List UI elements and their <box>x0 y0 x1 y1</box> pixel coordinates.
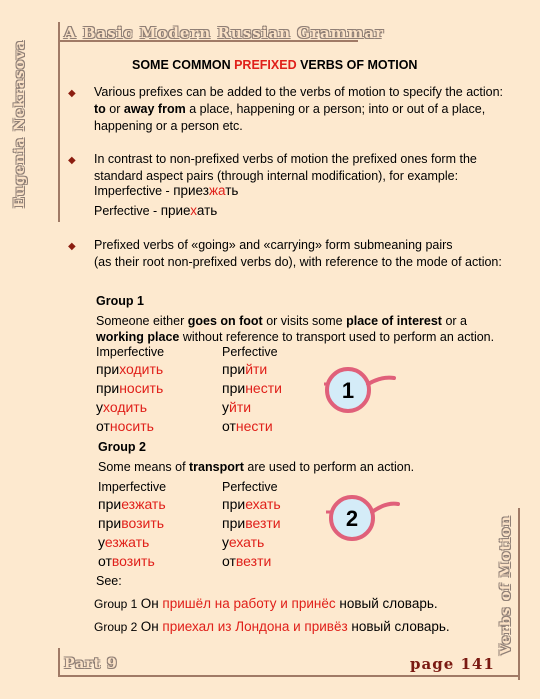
verb-root: ехать <box>245 496 281 512</box>
example-text: новый словарь. <box>335 596 438 611</box>
example-text: новый словарь. <box>347 619 450 634</box>
verb-root: ходить <box>119 361 164 377</box>
desc-text: are used to perform an action. <box>243 460 415 474</box>
verb-prefix: от <box>96 418 110 434</box>
verb-item <box>222 553 271 569</box>
keyword-away-from: away from <box>123 102 186 116</box>
verb-root: нести <box>245 380 282 396</box>
verb-item <box>96 399 147 415</box>
example-highlight: приехал из Лондона и привёз <box>162 619 348 634</box>
verb-root: носить <box>109 418 154 434</box>
page-heading <box>132 58 417 72</box>
heading-pre: SOME COMMON <box>132 58 235 72</box>
keyword-to: to <box>94 102 106 116</box>
bullet-1-line-2 <box>94 101 514 118</box>
bullet-1-text <box>94 84 514 135</box>
root-highlight: х <box>190 203 197 218</box>
example-label: Group 1 <box>94 597 141 611</box>
book-title: A Basic Modern Russian Grammar <box>64 24 385 42</box>
perfective-label: Perfective - <box>94 204 161 218</box>
bullet-2-line-2: standard aspect pairs (through internal modification), for example: <box>94 169 459 183</box>
example-sentence-1 <box>94 596 438 611</box>
verb-root: ехать <box>228 534 265 550</box>
section-title: Verbs of Motion <box>498 515 514 655</box>
see-label: See: <box>96 574 122 588</box>
example-label: Group 2 <box>94 620 141 634</box>
verb-item <box>98 534 149 550</box>
verb-item <box>96 380 163 396</box>
group-1-desc-line-2 <box>96 330 494 344</box>
example-highlight: пришёл на работу и принёс <box>162 596 336 611</box>
desc-bold: working place <box>96 330 180 344</box>
bullet-icon: ◆ <box>68 241 76 252</box>
verb-root: нести <box>235 418 273 434</box>
group-1-desc-line-1 <box>96 314 467 328</box>
desc-text: Some means of <box>98 460 190 474</box>
heading-post: VERBS OF MOTION <box>296 58 418 72</box>
verb-root: ходить <box>103 399 148 415</box>
verb-root: езжать <box>104 534 150 550</box>
ending: ать <box>196 203 218 218</box>
verb-root: возить <box>111 553 155 569</box>
verb-item <box>222 380 282 396</box>
bullet-1-line-1: Various prefixes can be added to the verbs of motion to specify the action: <box>94 85 504 99</box>
group-1-perfective-header: Perfective <box>222 345 278 359</box>
desc-text: or visits some <box>262 314 347 328</box>
group-2-imperfective-header: Imperfective <box>98 480 167 494</box>
page-number: page 141 <box>410 655 495 673</box>
verb-root: йти <box>229 399 252 415</box>
root-highlight: жа <box>208 183 226 198</box>
footer-rule <box>58 675 520 677</box>
verb-prefix: у <box>96 399 103 415</box>
glasses-icon <box>320 488 402 548</box>
bullet-1-line-3: happening or a person etc. <box>94 119 243 133</box>
verb-prefix: от <box>222 418 236 434</box>
verb-root: езжать <box>121 496 166 512</box>
bullet-icon: ◆ <box>68 155 76 166</box>
verb-root: возить <box>121 515 165 531</box>
verb-item <box>222 399 251 415</box>
badge-number: 1 <box>341 378 355 403</box>
verb-prefix: у <box>98 534 105 550</box>
prefix: прие <box>160 203 191 218</box>
verb-item <box>98 496 166 512</box>
verb-prefix: от <box>222 553 236 569</box>
verb-prefix: при <box>96 361 120 377</box>
verb-prefix: при <box>96 380 120 396</box>
verb-item <box>222 361 267 377</box>
right-rule <box>518 508 520 680</box>
perfective-example <box>94 203 217 218</box>
desc-text: without reference to transport used to perform an action. <box>179 330 495 344</box>
group-1-title: Group 1 <box>96 294 144 308</box>
bullet-icon: ◆ <box>68 88 76 99</box>
desc-text: Someone either <box>96 314 188 328</box>
heading-highlight: PREFIXED <box>234 58 297 72</box>
example-sentence-2 <box>94 619 450 634</box>
group-2-perfective-header: Perfective <box>222 480 278 494</box>
verb-root: йти <box>245 361 268 377</box>
verb-item <box>98 553 155 569</box>
desc-text: or a <box>441 314 467 328</box>
author-name: Eugenia Nekrasova <box>12 39 28 208</box>
verb-item <box>96 418 154 434</box>
verb-root: носить <box>119 380 164 396</box>
glasses-icon <box>318 362 400 422</box>
bullet-2-line-1: In contrast to non-prefixed verbs of motion the prefixed ones form the <box>94 152 477 166</box>
verb-prefix: при <box>222 361 246 377</box>
example-text: Он <box>140 596 163 611</box>
desc-bold: place of interest <box>346 314 442 328</box>
footer-left-rule <box>58 648 60 677</box>
verb-prefix: при <box>222 496 246 512</box>
verb-item <box>222 418 273 434</box>
verb-prefix: при <box>98 496 122 512</box>
left-rule <box>58 22 60 222</box>
verb-item <box>96 361 163 377</box>
verb-item <box>222 515 281 531</box>
group-2-desc <box>98 460 414 474</box>
imperfective-example <box>94 183 238 198</box>
verb-item <box>222 496 281 512</box>
example-text: Он <box>140 619 163 634</box>
desc-bold: transport <box>189 460 244 474</box>
verb-item <box>98 515 164 531</box>
verb-item <box>222 534 264 550</box>
bullet-2-text <box>94 151 514 185</box>
verb-root: везти <box>245 515 281 531</box>
imperfective-label: Imperfective - <box>94 184 174 198</box>
word-or: or <box>105 102 124 116</box>
verb-prefix: у <box>222 399 229 415</box>
bullet-3-line-2: (as their root non-prefixed verbs do), with reference to the mode of action: <box>94 255 502 269</box>
group-1-imperfective-header: Imperfective <box>96 345 165 359</box>
verb-prefix: у <box>222 534 229 550</box>
part-label: Part 9 <box>64 656 118 672</box>
desc-bold: goes on foot <box>187 314 263 328</box>
bullet-3-text <box>94 237 514 271</box>
verb-prefix: при <box>98 515 122 531</box>
bullet-3-line-1: Prefixed verbs of «going» and «carrying» form submeaning pairs <box>94 238 453 252</box>
group-2-title: Group 2 <box>98 440 146 454</box>
verb-prefix: при <box>222 515 246 531</box>
prefix: приез <box>173 183 209 198</box>
bullet-1-rest: a place, happening or a person; into or out of a place, <box>185 102 486 116</box>
verb-prefix: от <box>98 553 112 569</box>
badge-number: 2 <box>345 506 359 531</box>
verb-root: везти <box>235 553 272 569</box>
verb-prefix: при <box>222 380 246 396</box>
ending: ть <box>225 183 239 198</box>
